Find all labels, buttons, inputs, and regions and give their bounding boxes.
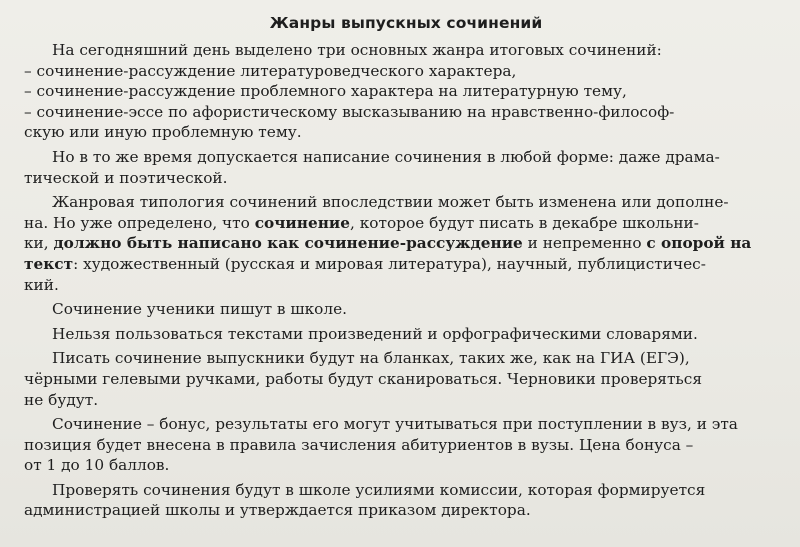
no-texts-line: Нельзя пользоваться текстами произведений и орфографическими словарями.	[52, 324, 698, 343]
document-body	[24, 14, 788, 525]
typology-text: : художественный (русская и мировая литература), научный, публицистичес-	[73, 254, 706, 273]
paragraph-typology	[24, 192, 788, 295]
typology-line-3	[24, 233, 788, 254]
paragraph-at-school	[24, 299, 788, 320]
bold-text-reference: с опорой на	[646, 234, 752, 253]
bold-text-word: текст	[24, 254, 74, 273]
genres-intro: На сегодняшний день выделено три основных жанра итоговых сочинений:	[52, 41, 662, 59]
bonus-line-2: позиция будет внесена в правила зачисления абитуриентов в вузы. Цена бонуса –	[24, 435, 694, 454]
typology-text: ки,	[24, 234, 54, 253]
genre-item-1: – сочинение-рассуждение литературоведческого характера,	[24, 61, 517, 80]
genre-item-2: – сочинение-рассуждение проблемного характера на литературную тему,	[24, 82, 627, 101]
typology-text: и непременно	[522, 234, 647, 253]
paragraph-any-form	[24, 147, 788, 188]
typology-text: на. Но уже определено, что	[24, 213, 255, 232]
page-title: Жанры выпускных сочинений	[269, 14, 543, 32]
typology-line-2	[24, 213, 788, 234]
paragraph-no-texts	[24, 324, 788, 345]
checking-line-2: администрацией школы и утверждается приказом директора.	[24, 501, 531, 520]
bold-term-essay: сочинение	[254, 213, 350, 232]
bonus-line-1: Сочинение – бонус, результаты его могут учитываться при поступлении в вуз, и эта	[52, 415, 738, 434]
paragraph-forms	[24, 348, 788, 410]
genre-item-3b: скую или иную проблемную тему.	[24, 123, 302, 142]
any-form-line-2: тической и поэтической.	[24, 168, 228, 187]
forms-line-1: Писать сочинение выпускники будут на бланках, таких же, как на ГИА (ЕГЭ),	[52, 349, 690, 368]
paragraph-genres	[24, 40, 788, 143]
checking-line-1: Проверять сочинения будут в школе усилиями комиссии, которая формируется	[52, 480, 706, 499]
paragraph-bonus	[24, 414, 788, 476]
bold-requirement: должно быть написано как сочинение-рассуждение	[53, 234, 523, 253]
typology-line-4	[24, 254, 788, 275]
forms-line-3: не будут.	[24, 390, 99, 409]
typology-text: , которое будут писать в декабре школьни-	[349, 213, 699, 232]
typology-line-1: Жанровая типология сочинений впоследствии может быть изменена или дополне-	[52, 193, 729, 212]
paragraph-checking	[24, 480, 788, 521]
forms-line-2: чёрными гелевыми ручками, работы будут сканироваться. Черновики проверяться	[24, 369, 702, 388]
any-form-line-1: Но в то же время допускается написание сочинения в любой форме: даже драма-	[52, 147, 720, 166]
typology-line-5: кий.	[24, 275, 59, 294]
bonus-line-3: от 1 до 10 баллов.	[24, 456, 170, 475]
genre-item-3a: – сочинение-эссе по афористическому высказыванию на нравственно-философ-	[24, 102, 675, 121]
at-school-line: Сочинение ученики пишут в школе.	[52, 300, 347, 319]
